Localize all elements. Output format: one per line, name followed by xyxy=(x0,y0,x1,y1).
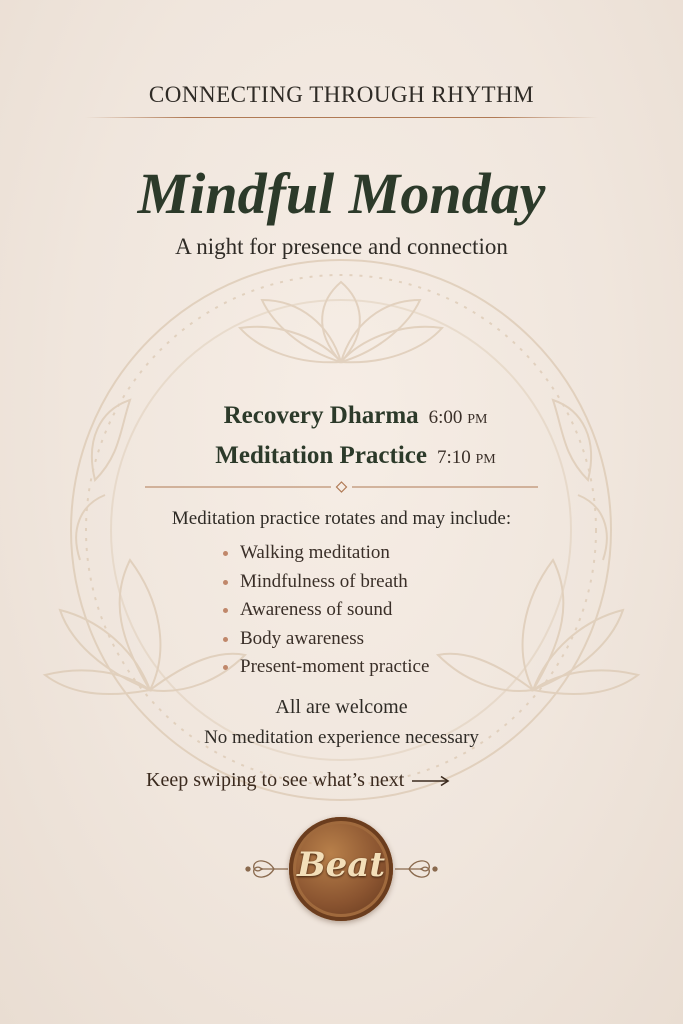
list-item: Mindfulness of breath xyxy=(223,568,429,597)
event-subtitle: A night for presence and connection xyxy=(175,234,508,259)
list-item: Walking meditation xyxy=(223,539,429,568)
schedule-item-name: Recovery Dharma xyxy=(223,402,419,429)
logo-text: Beat xyxy=(296,845,386,885)
diamond-divider xyxy=(145,480,538,494)
schedule-item-recovery-dharma xyxy=(14,402,683,430)
long-right-arrow-icon xyxy=(412,775,450,787)
event-kicker: CONNECTING THROUGH RHYTHM xyxy=(148,82,535,107)
list-item: Awareness of sound xyxy=(223,596,429,625)
schedule-item-name: Meditation Practice xyxy=(215,442,427,469)
no-experience-text: No meditation experience necessary xyxy=(204,727,479,748)
swipe-prompt[interactable] xyxy=(146,769,450,792)
event-title: Mindful Monday xyxy=(137,161,546,226)
schedule-item-time: 7:10 PM xyxy=(436,447,496,468)
scroll-flourish-icon xyxy=(395,855,439,883)
swipe-prompt-text: Keep swiping to see what’s next xyxy=(146,769,405,791)
schedule-item-time: 6:00 PM xyxy=(428,407,488,428)
welcome-text: All are welcome xyxy=(275,696,408,718)
brand-logo xyxy=(244,817,439,921)
beat-medallion xyxy=(289,817,393,921)
list-item: Present-moment practice xyxy=(223,653,429,682)
practices-intro: Meditation practice rotates and may include: xyxy=(171,508,512,529)
list-item: Body awareness xyxy=(223,625,429,654)
top-divider xyxy=(85,117,598,118)
schedule-item-meditation-practice xyxy=(14,442,683,470)
practices-list xyxy=(223,539,429,682)
scroll-flourish-icon xyxy=(244,855,288,883)
